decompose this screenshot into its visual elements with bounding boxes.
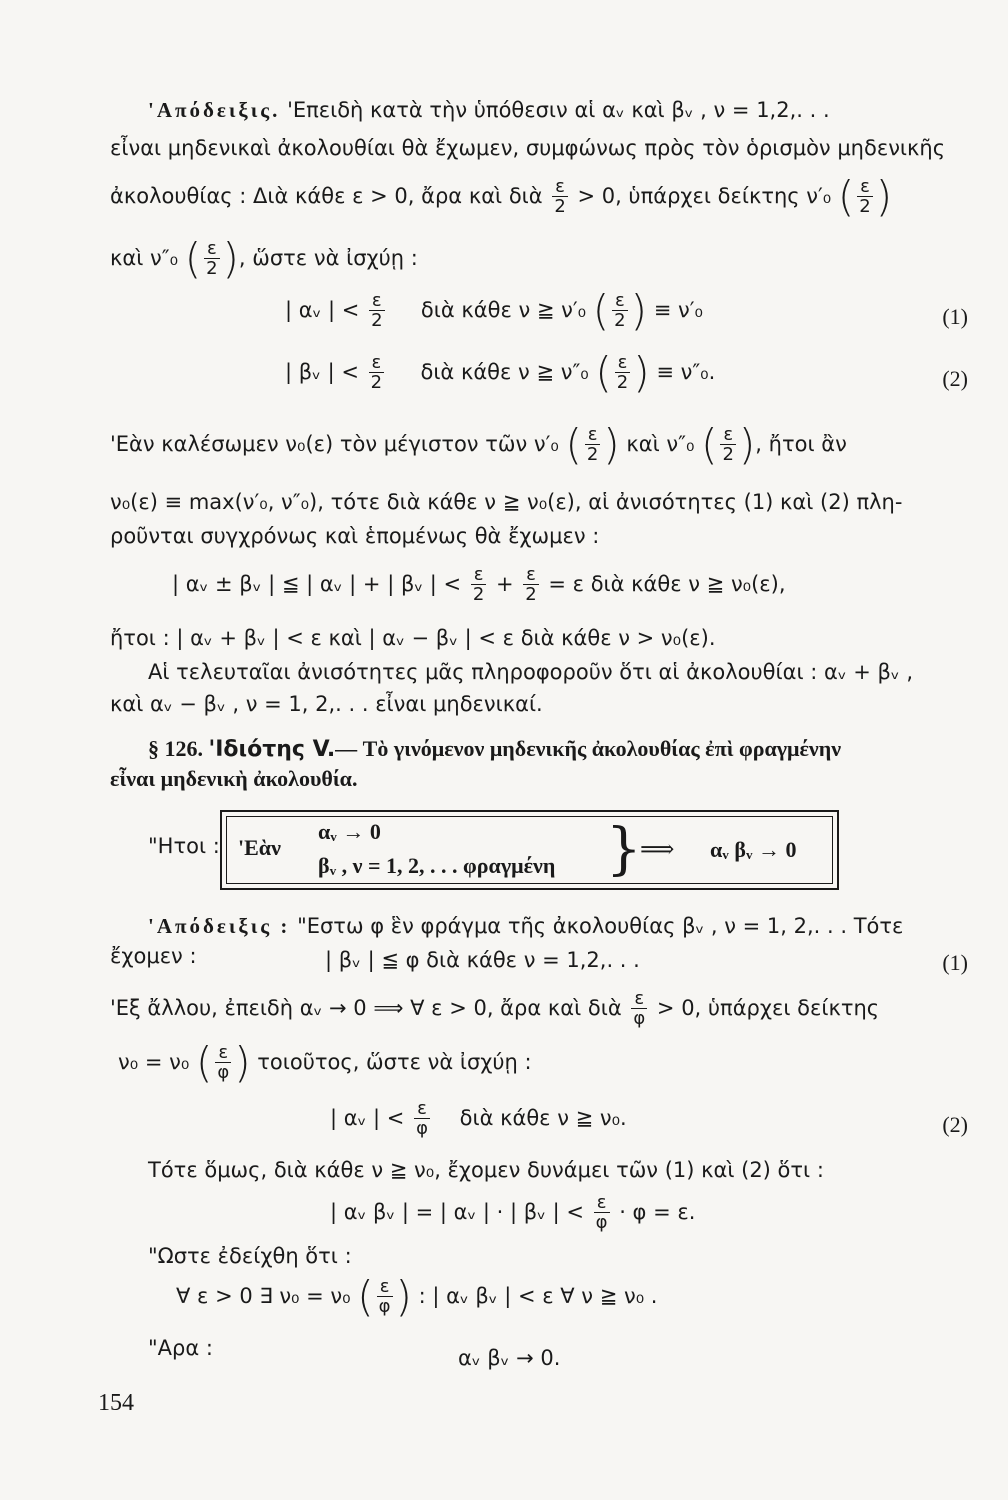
theorem-condition-1: αᵥ → 0: [318, 819, 381, 844]
theorem-result: αᵥ βᵥ → 0: [710, 837, 797, 862]
proof2-line-1: 'Απόδειξις : "Εστω φ ἓν φράγμα τῆς ἀκολουθίας βᵥ , ν = 1, 2,. . . Τότε: [148, 914, 904, 938]
fraction-eps-2: $\frac{\varepsilon}{2}$: [472, 564, 485, 605]
proof-heading: 'Απόδειξις.: [148, 98, 281, 122]
proof-heading: 'Απόδειξις :: [148, 914, 291, 938]
proof-line-4: καὶ ν″₀ ( $\frac{\varepsilon}{2}$ ), ὥστε νὰ ἰσχύῃ :: [110, 234, 418, 283]
fraction-eps-2: $\frac{\varepsilon}{2}$: [554, 176, 566, 217]
proof2-line-2b: | βᵥ | ≦ φ διὰ κάθε ν = 1,2,. . .: [325, 948, 640, 972]
fraction-eps-phi: $\frac{\varepsilon}{\varphi}$: [217, 1042, 230, 1083]
theorem-condition-2: βᵥ , ν = 1, 2, . . . φραγμένη: [318, 853, 556, 878]
proof-line-8: ἤτοι : | αᵥ + βᵥ | < ε καὶ | αᵥ − βᵥ | < ε διὰ κάθε ν > ν₀(ε).: [110, 626, 716, 650]
equation-number: (1): [942, 304, 968, 329]
proof2-line-7a: "Αρα :: [148, 1336, 213, 1360]
equation-number: (2): [942, 1112, 968, 1137]
text: > 0, ὑπάρχει δείκτης ν′₀: [577, 184, 832, 208]
text: , ὥστε νὰ ἰσχύῃ :: [238, 246, 418, 270]
section-heading: [148, 735, 841, 764]
implies-arrow: ⟹: [640, 837, 675, 863]
proof2-line-3: 'Εξ ἄλλου, ἐπειδὴ αᵥ → 0 ⟹ ∀ ε > 0, ἄρα καὶ διὰ $\frac{\varepsilon}{\varphi}$ > 0, ὑπάρχει δείκτης: [110, 988, 880, 1029]
proof-text: 'Επειδὴ κατὰ τὴν ὑπόθεσιν αἱ αᵥ καὶ βᵥ , ν = 1,2,. . .: [287, 98, 830, 122]
proof-line-7: ροῦνται συγχρόνως καὶ ἑπομένως θὰ ἔχωμεν :: [110, 524, 600, 548]
fraction-eps-phi: $\frac{\varepsilon}{\varphi}$: [633, 988, 646, 1029]
fraction-eps-2: $\frac{\varepsilon}{2}$: [371, 290, 383, 331]
equation-4: | αᵥ | < $\frac{\varepsilon}{\varphi}$ διὰ κάθε ν ≧ ν₀.: [330, 1098, 627, 1139]
proof-line-2: εἶναι μηδενικαὶ ἀκολουθίαι θὰ ἔχωμεν, συμφώνως πρὸς τὸν ὁρισμὸν μηδενικῆς: [110, 136, 946, 160]
fraction-eps-2: $\frac{\varepsilon}{2}$: [525, 564, 537, 605]
proof-line-6: ν₀(ε) ≡ max(ν′₀, ν″₀), τότε διὰ κάθε ν ≧ ν₀(ε), αἱ ἀνισότητες (1) καὶ (2) πλη-: [110, 490, 903, 514]
fraction-eps-2: $\frac{\varepsilon}{2}$: [370, 352, 383, 393]
theorem-box: [220, 810, 839, 890]
proof2-line-7b: αᵥ βᵥ → 0.: [458, 1346, 561, 1370]
theorem-if: 'Εὰν: [238, 835, 281, 860]
fraction-eps-2: $\frac{\varepsilon}{2}$: [859, 176, 871, 217]
equation-3: | αᵥ ± βᵥ | ≦ | αᵥ | + | βᵥ | < $\frac{\varepsilon}{2}$ + $\frac{\varepsilon}{2}$ = ε διὰ κάθε ν ≧ ν₀(ε),: [172, 564, 786, 605]
page-number: 154: [98, 1390, 134, 1416]
fraction-eps-2: $\frac{\varepsilon}{2}$: [616, 352, 629, 393]
fraction-eps-phi: $\frac{\varepsilon}{\varphi}$: [378, 1276, 391, 1317]
proof-line-5: 'Εὰν καλέσωμεν ν₀(ε) τὸν μέγιστον τῶν ν′₀ ( $\frac{\varepsilon}{2}$ ) καὶ ν″₀ ( $\frac{\varepsilon}{2}$ ), ἤτοι ἂν: [110, 420, 847, 469]
equation-number: (2): [942, 366, 968, 391]
proof2-line-5: Τότε ὅμως, διὰ κάθε ν ≧ ν₀, ἔχομεν δυνάμει τῶν (1) καὶ (2) ὅτι :: [148, 1158, 824, 1182]
proof-line-3: ἀκολουθίας : Διὰ κάθε ε > 0, ἄρα καὶ διὰ $\frac{\varepsilon}{2}$ > 0, ὑπάρχει δείκτης ν′₀ ( $\frac{\varepsilon}{2}$ ): [110, 172, 893, 221]
fraction-eps-2: $\frac{\varepsilon}{2}$: [614, 290, 626, 331]
equation-2: | βᵥ | < $\frac{\varepsilon}{2}$ διὰ κάθε ν ≧ ν″₀ ( $\frac{\varepsilon}{2}$ ) ≡ ν″₀.: [285, 348, 716, 397]
section-title: 'Ιδιότης V.: [208, 737, 336, 762]
fraction-eps-2: $\frac{\varepsilon}{2}$: [722, 424, 734, 465]
proof2-line-6: "Ωστε ἐδείχθη ὅτι :: [148, 1244, 352, 1268]
equation-5: | αᵥ βᵥ | = | αᵥ | · | βᵥ | < $\frac{\varepsilon}{\varphi}$ · φ = ε.: [330, 1192, 696, 1233]
fraction-eps-phi: $\frac{\varepsilon}{\varphi}$: [416, 1098, 428, 1139]
brace-icon: }: [606, 817, 642, 882]
fraction-eps-2: $\frac{\varepsilon}{2}$: [586, 424, 599, 465]
equation-number: (1): [942, 950, 968, 975]
section-line-2: εἶναι μηδενικὴ ἀκολουθία.: [110, 766, 358, 791]
theorem-lead: "Ητοι :: [148, 834, 220, 858]
proof2-line-2a: ἔχομεν :: [110, 944, 197, 968]
section-text: — Τὸ γινόμενον μηδενικῆς ἀκολουθίας ἐπὶ φραγμένην: [335, 736, 842, 761]
proof2-line-4: ν₀ = ν₀ ( $\frac{\varepsilon}{\varphi}$ ) τοιοῦτος, ὥστε νὰ ἰσχύῃ :: [118, 1038, 532, 1087]
text: ἀκολουθίας : Διὰ κάθε ε > 0, ἄρα καὶ διὰ: [110, 184, 543, 208]
proof-line-10: καὶ αᵥ − βᵥ , ν = 1, 2,. . . εἶναι μηδενικαί.: [110, 692, 543, 716]
proof-line-1: [148, 96, 830, 124]
equation-1: | αᵥ | < $\frac{\varepsilon}{2}$ διὰ κάθε ν ≧ ν′₀ ( $\frac{\varepsilon}{2}$ ) ≡ ν′₀: [285, 286, 703, 335]
text: καὶ ν″₀: [110, 246, 178, 270]
equation-6: ∀ ε > 0 ∃ ν₀ = ν₀ ( $\frac{\varepsilon}{\varphi}$ ) : | αᵥ βᵥ | < ε ∀ ν ≧ ν₀ .: [176, 1272, 658, 1321]
fraction-eps-2: $\frac{\varepsilon}{2}$: [206, 238, 218, 279]
section-number: § 126.: [148, 736, 203, 761]
proof-line-9: Αἱ τελευταῖαι ἀνισότητες μᾶς πληροφοροῦν ὅτι αἱ ἀκολουθίαι : αᵥ + βᵥ ,: [148, 660, 914, 684]
fraction-eps-phi: $\frac{\varepsilon}{\varphi}$: [595, 1192, 608, 1233]
